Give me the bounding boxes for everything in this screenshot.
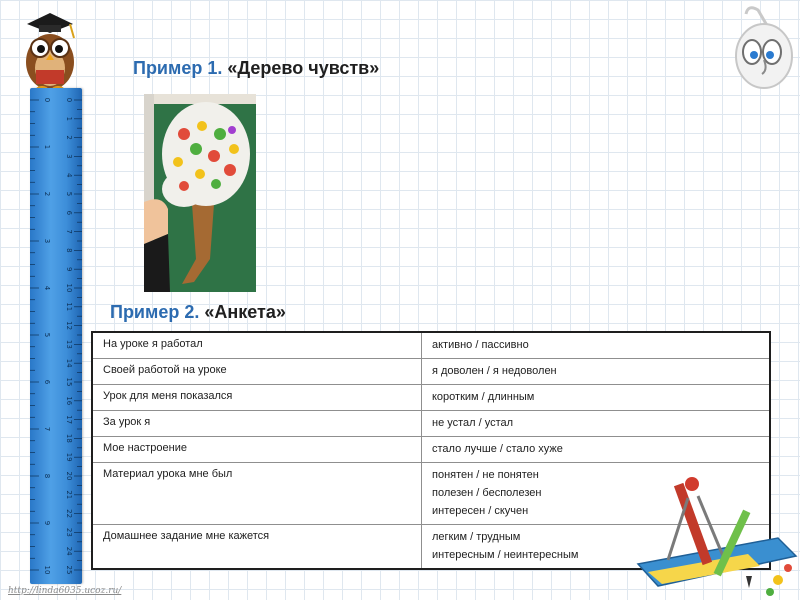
ruler-number-inch: 4: [43, 285, 51, 291]
ruler-number-inch: 0: [43, 97, 51, 103]
ruler-number-cm: 2: [65, 135, 73, 140]
ruler-number-cm: 10: [65, 283, 73, 293]
survey-answers: [422, 359, 771, 385]
ruler-ticks: [30, 88, 82, 584]
example-1-label: Пример 1.: [133, 58, 223, 78]
survey-row: [92, 437, 770, 463]
ruler-number-cm: 5: [65, 191, 73, 197]
ruler-number-cm: 14: [65, 358, 73, 368]
ruler-number-cm: 19: [65, 452, 73, 462]
ruler-number-inch: 10: [43, 565, 51, 575]
ruler-number-cm: 9: [65, 266, 73, 272]
ruler-number-cm: 11: [65, 302, 73, 312]
survey-question: Материал урока мне был: [92, 463, 422, 525]
survey-answer: интересным / неинтересным: [432, 549, 579, 561]
ruler-number-cm: 16: [65, 396, 73, 406]
ruler-number-cm: 6: [65, 210, 73, 216]
ruler-number-cm: 23: [65, 527, 73, 537]
survey-question: Мое настроение: [92, 437, 422, 463]
footer-url-link[interactable]: http://linda6035.ucoz.ru/: [8, 586, 122, 596]
owl-teacher-icon: [15, 10, 85, 92]
survey-row: [92, 332, 770, 359]
ruler-number-cm: 0: [65, 97, 73, 103]
survey-answers: [422, 437, 771, 463]
survey-answer: активно / пассивно: [432, 339, 529, 351]
tree-of-feelings-photo: [144, 94, 256, 292]
survey-answer: понятен / не понятен: [432, 469, 539, 481]
survey-answer: интересен / скучен: [432, 505, 529, 517]
survey-question: На уроке я работал: [92, 332, 422, 359]
example-2-heading: [110, 302, 286, 323]
ruler-number-cm: 20: [65, 471, 73, 481]
survey-answers: [422, 385, 771, 411]
cartoon-face-icon: [728, 4, 796, 90]
ruler-number-cm: 15: [65, 377, 73, 387]
survey-question: Урок для меня показался: [92, 385, 422, 411]
survey-answer: коротким / длинным: [432, 391, 535, 403]
school-supplies-icon: [628, 468, 800, 600]
ruler-number-inch: 7: [43, 426, 51, 432]
ruler-number-inch: 3: [43, 238, 51, 244]
survey-answer: полезен / бесполезен: [432, 487, 542, 499]
ruler-number-cm: 22: [65, 509, 73, 519]
example-1-heading: [133, 58, 379, 79]
ruler-number-cm: 12: [65, 321, 73, 331]
example-2-label: Пример 2.: [110, 302, 200, 322]
example-2-title: «Анкета»: [204, 302, 286, 322]
example-1-title: «Дерево чувств»: [227, 58, 380, 78]
ruler-number-inch: 1: [43, 144, 51, 150]
ruler-number-inch: 5: [43, 332, 51, 338]
survey-answer: стало лучше / стало хуже: [432, 443, 563, 455]
survey-answers: [422, 411, 771, 437]
survey-question: За урок я: [92, 411, 422, 437]
survey-row: [92, 385, 770, 411]
ruler-number-inch: 8: [43, 473, 51, 479]
ruler-number-cm: 24: [65, 546, 73, 556]
ruler-number-cm: 13: [65, 339, 73, 349]
survey-row: [92, 359, 770, 385]
ruler-number-cm: 17: [65, 415, 73, 425]
survey-row: [92, 411, 770, 437]
survey-question: Домашнее задание мне кажется: [92, 525, 422, 570]
ruler-number-cm: 8: [65, 248, 73, 253]
ruler-number-inch: 6: [43, 379, 51, 385]
ruler-number-inch: 2: [43, 191, 51, 197]
survey-answer: легким / трудным: [432, 531, 521, 543]
ruler-number-cm: 25: [65, 565, 73, 575]
survey-answers: [422, 332, 771, 359]
ruler-number-cm: 1: [65, 116, 73, 122]
ruler-number-cm: 7: [65, 229, 73, 234]
survey-answer: я доволен / я недоволен: [432, 365, 557, 377]
ruler-number-cm: 18: [65, 433, 73, 443]
ruler-number-cm: 21: [65, 490, 73, 500]
ruler-number-cm: 4: [65, 172, 73, 178]
survey-question: Своей работой на уроке: [92, 359, 422, 385]
survey-answer: не устал / устал: [432, 417, 514, 429]
ruler-number-inch: 9: [43, 520, 51, 526]
ruler-number-cm: 3: [65, 154, 73, 159]
ruler: [30, 88, 82, 584]
